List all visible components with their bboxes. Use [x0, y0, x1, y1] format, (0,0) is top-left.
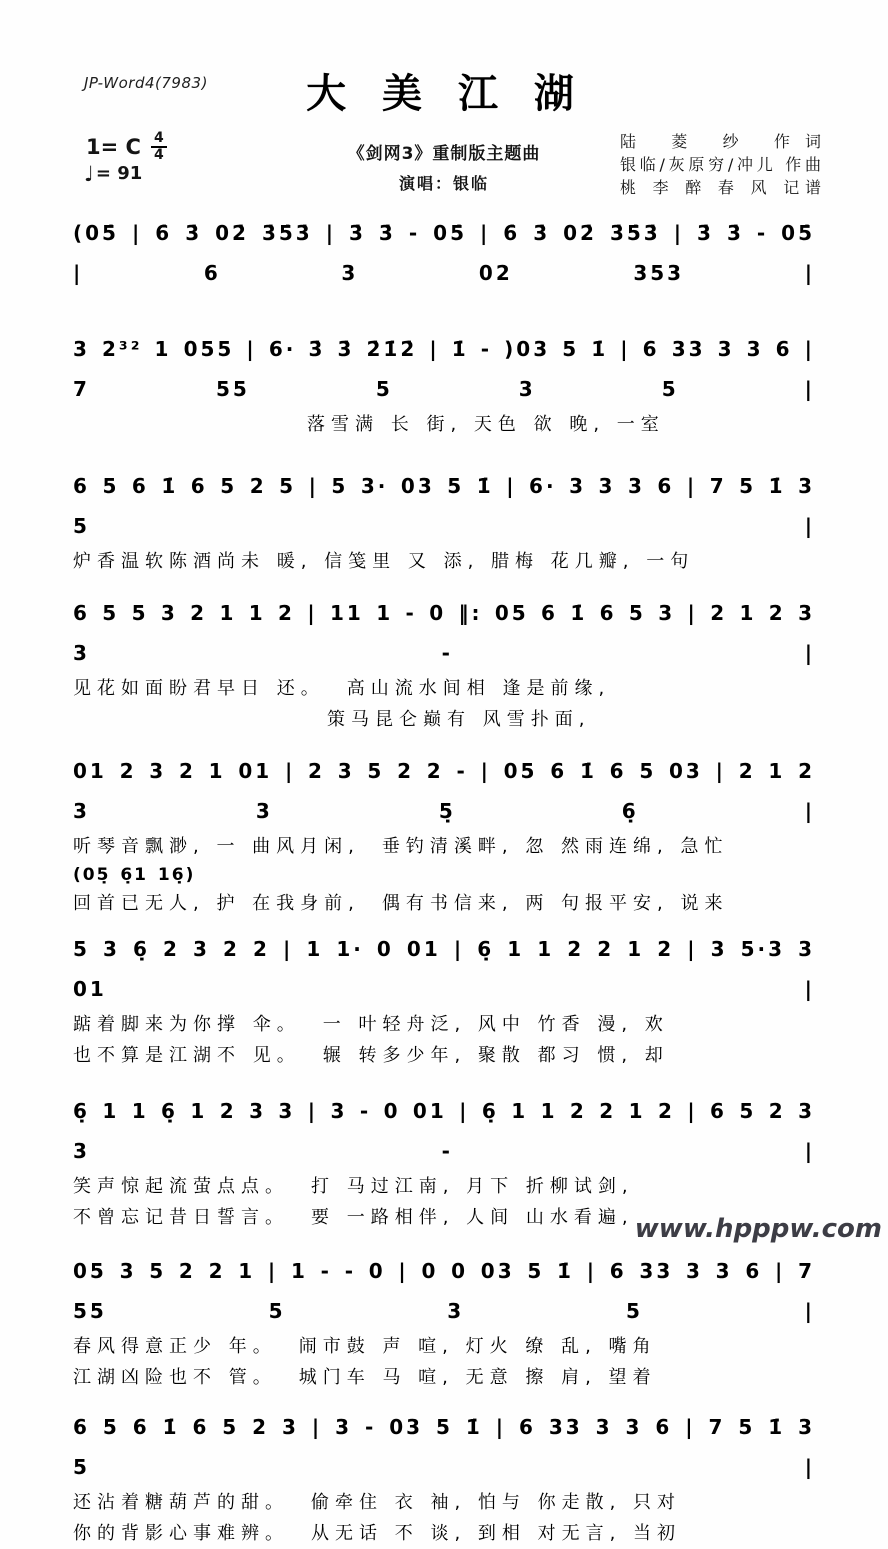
notation-line: 01 2 3 2 1 01 | 2 3 5 2 2 - | 05 6 1̇ 6 5 03 | 2 1 2 3 3 5̣ 6̣ | [73, 759, 815, 823]
lyrics-left: 还沾着糖葫芦的甜。 [73, 1492, 289, 1513]
lyrics-right: 偷牵住 衣 袖, 怕与 你走散, 只对 [311, 1492, 682, 1513]
lyrics-line: 落雪满 长 街, 天色 欲 晚, 一室 [307, 414, 665, 435]
time-signature [151, 131, 167, 163]
key-signature [86, 131, 167, 163]
lyrics-right: 闹市鼓 声 喧, 灯火 缭 乱, 嘴角 [298, 1336, 657, 1357]
credits-block [620, 130, 822, 199]
lyrics-row [73, 673, 815, 704]
song-subtitle: 《剑网3》重制版主题曲 [347, 144, 541, 164]
lyricist-credit: 陆 菱 纱 作词 [620, 132, 822, 151]
notation-line: 5 3 6̣ 2 3 2 2 | 1 1· 0 01 | 6̣ 1 1 2 2 1 2 | 3 5·3 3 01 | [73, 937, 815, 1001]
lyrics-row [73, 831, 815, 862]
lyrics-left: 听琴音飘渺, 一 曲风月闲, [73, 836, 360, 857]
performer-line: 演唱：银临 [398, 174, 489, 193]
lyrics-row [73, 1171, 815, 1202]
music-system [73, 751, 815, 919]
lyrics-left: 春风得意正少 年。 [73, 1336, 277, 1357]
lyrics-row [73, 704, 815, 735]
lyrics-left: 回首已无人, 护 在我身前, [73, 893, 360, 914]
music-system [73, 1407, 815, 1549]
music-system [73, 593, 815, 735]
lyrics-left: 见花如面盼君早日 还。 [73, 678, 325, 699]
music-system [73, 1091, 815, 1233]
time-signature-numerator: 4 [151, 131, 167, 148]
lyrics-row [73, 1518, 815, 1549]
notation-line: 6 5 5 3 2 1 1 2 | 11 1 - 0 ‖: 05 6 1̇ 6 5 3 | 2 1 2 3 3 - | [73, 601, 815, 665]
lyrics-right: 策马昆仑巅有 风雪扑面, [327, 709, 591, 730]
composer-credit: 银临/灰原穷/冲儿 作曲 [620, 155, 822, 174]
music-system [73, 466, 815, 577]
lyrics-right: 城门车 马 喧, 无意 擦 肩, 望着 [298, 1367, 657, 1388]
lyrics-line: 炉香温软陈酒尚未 暖, 信笺里 又 添, 腊梅 花几瓣, 一句 [73, 551, 695, 572]
lyrics-row [73, 1362, 815, 1393]
lyrics-left: 踮着脚来为你撑 伞。 [73, 1014, 301, 1035]
tempo-value: = 91 [95, 163, 143, 184]
lyrics-right: 一 叶轻舟泛, 风中 竹香 漫, 欢 [322, 1014, 669, 1035]
lyrics-left: 不曾忘记昔日誓言。 [73, 1207, 289, 1228]
music-system [73, 1251, 815, 1393]
grace-notation-line: (05̣ 6̣1 16̣) [73, 865, 196, 885]
lyrics-right: 要 一路相伴, 人间 山水看遍, [311, 1207, 634, 1228]
notation-line: 6̣ 1 1 6̣ 1 2 3 3 | 3 - 0 01 | 6̣ 1 1 2 2 1 2 | 6 5 2 3 3 - | [73, 1099, 815, 1163]
music-system [73, 213, 815, 293]
watermark: www.hpppw.com [634, 1214, 882, 1244]
lyrics-row [73, 888, 815, 919]
lyrics-row [73, 1009, 815, 1040]
lyrics-right: 打 马过江南, 月下 折柳试剑, [311, 1176, 634, 1197]
notation-line: (05̇ | 6̇ 3̇ 02̇ 3̇5̇3̇ | 3̇ 3̇ - 05̇ | 6̇ 3̇ 02̇ 3̇5̇3̇ | 3̇ 3̇ - 05̇ | 6 3 02 353 | [73, 221, 815, 285]
song-title: 大 美 江 湖 [306, 70, 582, 117]
generator-label: JP-Word4(7983) [84, 74, 208, 92]
quarter-note-icon: ♩ [84, 161, 94, 186]
lyrics-left: 也不算是江湖不 见。 [73, 1045, 301, 1066]
score [73, 213, 815, 1549]
lyrics-right: 高山流水间相 逢是前缘, [346, 678, 611, 699]
lyrics-spacer [73, 704, 305, 735]
transcriber-credit: 桃 李 醉 春 风 记谱 [620, 178, 822, 197]
lyrics-left: 笑声惊起流萤点点。 [73, 1176, 289, 1197]
key-label: 1= C [86, 135, 141, 159]
lyrics-right: 偶有书信来, 两 句报平安, 说来 [381, 893, 729, 914]
notation-line: 3 2³² 1 055 | 6· 3̇ 3̇ 2̇1̇2̇ | 1̇ - )03 5 1̇ | 6 33 3 3 6 | 7 55 5 3 5 | [73, 337, 815, 401]
music-system [73, 329, 815, 440]
lyrics-left: 你的背影心事难辨。 [73, 1523, 289, 1544]
time-signature-denominator: 4 [153, 147, 164, 163]
notation-line: 05 3 5 2 2 1 | 1 - - 0 | 0 0 03 5 1̇ | 6 33 3 3 6 | 7 55 5 3 5 | [73, 1259, 815, 1323]
lyrics-row [73, 1487, 815, 1518]
lyrics-right: 从无话 不 谈, 到相 对无言, 当初 [311, 1523, 682, 1544]
notation-line: 6 5 6 1̇ 6 5 2 5 | 5 3· 03 5 1̇ | 6· 3 3 3 6 | 7 5 1̇ 3 5 | [73, 474, 815, 538]
tempo-marking [84, 163, 142, 184]
lyrics-right: 垂钓清溪畔, 忽 然雨连绵, 急忙 [381, 836, 729, 857]
lyrics-right: 辗 转多少年, 聚散 都习 惯, 却 [322, 1045, 669, 1066]
music-system [73, 929, 815, 1071]
notation-line: 6 5 6 1̇ 6 5 2 3 | 3 - 03 5 1̇ | 6 33 3 3 6 | 7 5 1̇ 3 5 | [73, 1415, 815, 1479]
lyrics-row [73, 1040, 815, 1071]
lyrics-left: 江湖凶险也不 管。 [73, 1367, 277, 1388]
lyrics-row [73, 1331, 815, 1362]
